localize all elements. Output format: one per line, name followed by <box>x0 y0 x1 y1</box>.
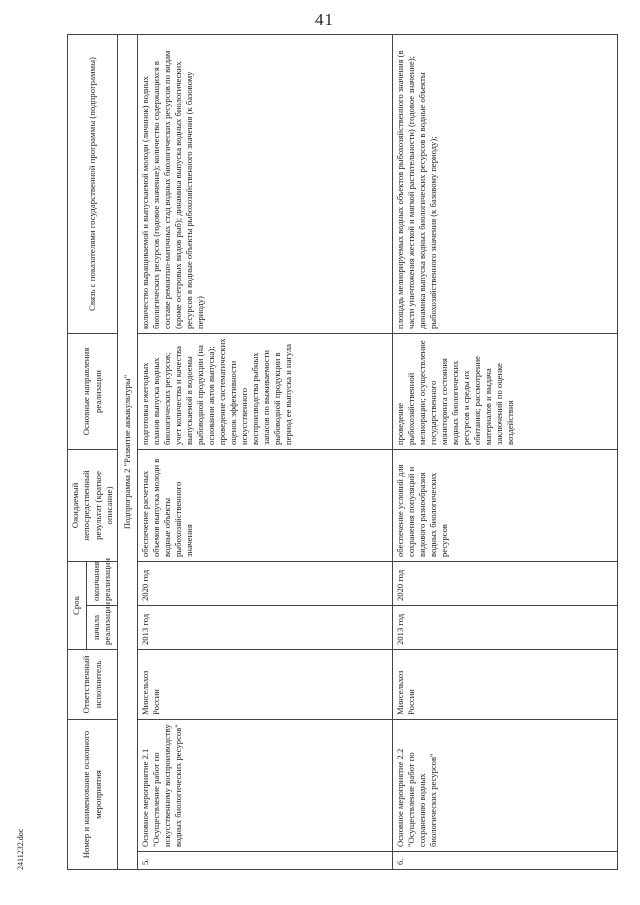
measure-end: 2020 год <box>138 561 393 605</box>
header-end: окончания реализации <box>86 561 117 605</box>
measure-name: Основное мероприятие 2.2 "Осуществление работ по сохранению водных биологических ресурсов" <box>393 720 618 852</box>
row-number: 6. <box>393 852 618 870</box>
measure-result: обеспечение условий для сохранения популяций и видового разнообразия водных биологических ресурсов <box>393 449 618 561</box>
page-number: 41 <box>315 10 334 29</box>
measure-executor: Минсельхоз России <box>138 650 393 720</box>
measure-end: 2020 год <box>393 561 618 605</box>
measure-link: количество выращиваемой и выпускаемой молоди (личинок) водных биологических ресурсов (годовое значение); количество содержащихся в составе ремонтно-маточных стад водных биологических ресурсов по видам (кроме осетровых видов рыб); динамика выпуска водных биологических ресурсов в водные объекты рыбохозяйственного значения (к базовому периоду) <box>138 35 393 334</box>
header-result: Ожидаемый непосредственный результат (краткое описание) <box>68 449 118 561</box>
header-start: начала реализации <box>86 606 117 650</box>
header-num-name: Номер и наименование основного мероприятия <box>68 720 118 870</box>
subprogram-title: Подпрограмма 2 "Развитие аквакультуры" <box>118 35 138 870</box>
header-directions: Основные направления реализации <box>68 333 118 449</box>
table-row <box>138 35 393 870</box>
measure-executor: Минсельхоз России <box>393 650 618 720</box>
measure-directions: проведение рыбохозяйственной мелиорации; осуществление государственного мониторинга состояния водных биологических ресурсов и среды их обитания; рассмотрение материалов и выдача заключений по оценке воздействия <box>393 333 618 449</box>
rotated-table-sheet <box>67 34 613 870</box>
measure-result: обеспечение расчетных объемов выпуска молоди в водные объекты рыбохозяйственного значения <box>138 449 393 561</box>
measure-directions: подготовка ежегодных планов выпуска водных биологических ресурсов; учет количества и качества выпускаемой в водоемы рыбоводной продукции (на основании актов выпуска); проведение систематических оценок эффективности искусственного воспроизводства рыбных запасов по выживаемости рыбоводной продукции в период ее выпуска и нагула <box>138 333 393 449</box>
header-executor: Ответственный исполнитель <box>68 650 118 720</box>
measure-link: площадь мелиорируемых водных объектов рыбохозяйственного значения (в части уничтожения жесткой и мягкой растительности) (годовое значение); динамика выпуска водных биологических ресурсов в водные объекты рыбохозяйственного значения (к базовому периоду); <box>393 35 618 334</box>
row-number: 5. <box>138 852 393 870</box>
header-link: Связь с показателями государственной программы (подпрограммы) <box>68 35 118 334</box>
measure-start: 2013 год <box>393 606 618 650</box>
document-id: 2411232.doc <box>16 828 25 870</box>
header-term: Срок <box>68 561 87 649</box>
measure-name: Основное мероприятие 2.1 "Осуществление работ по искусственному воспроизводству водных биологических ресурсов" <box>138 720 393 852</box>
measure-start: 2013 год <box>138 606 393 650</box>
table-row <box>393 35 618 870</box>
measures-table <box>67 34 618 870</box>
